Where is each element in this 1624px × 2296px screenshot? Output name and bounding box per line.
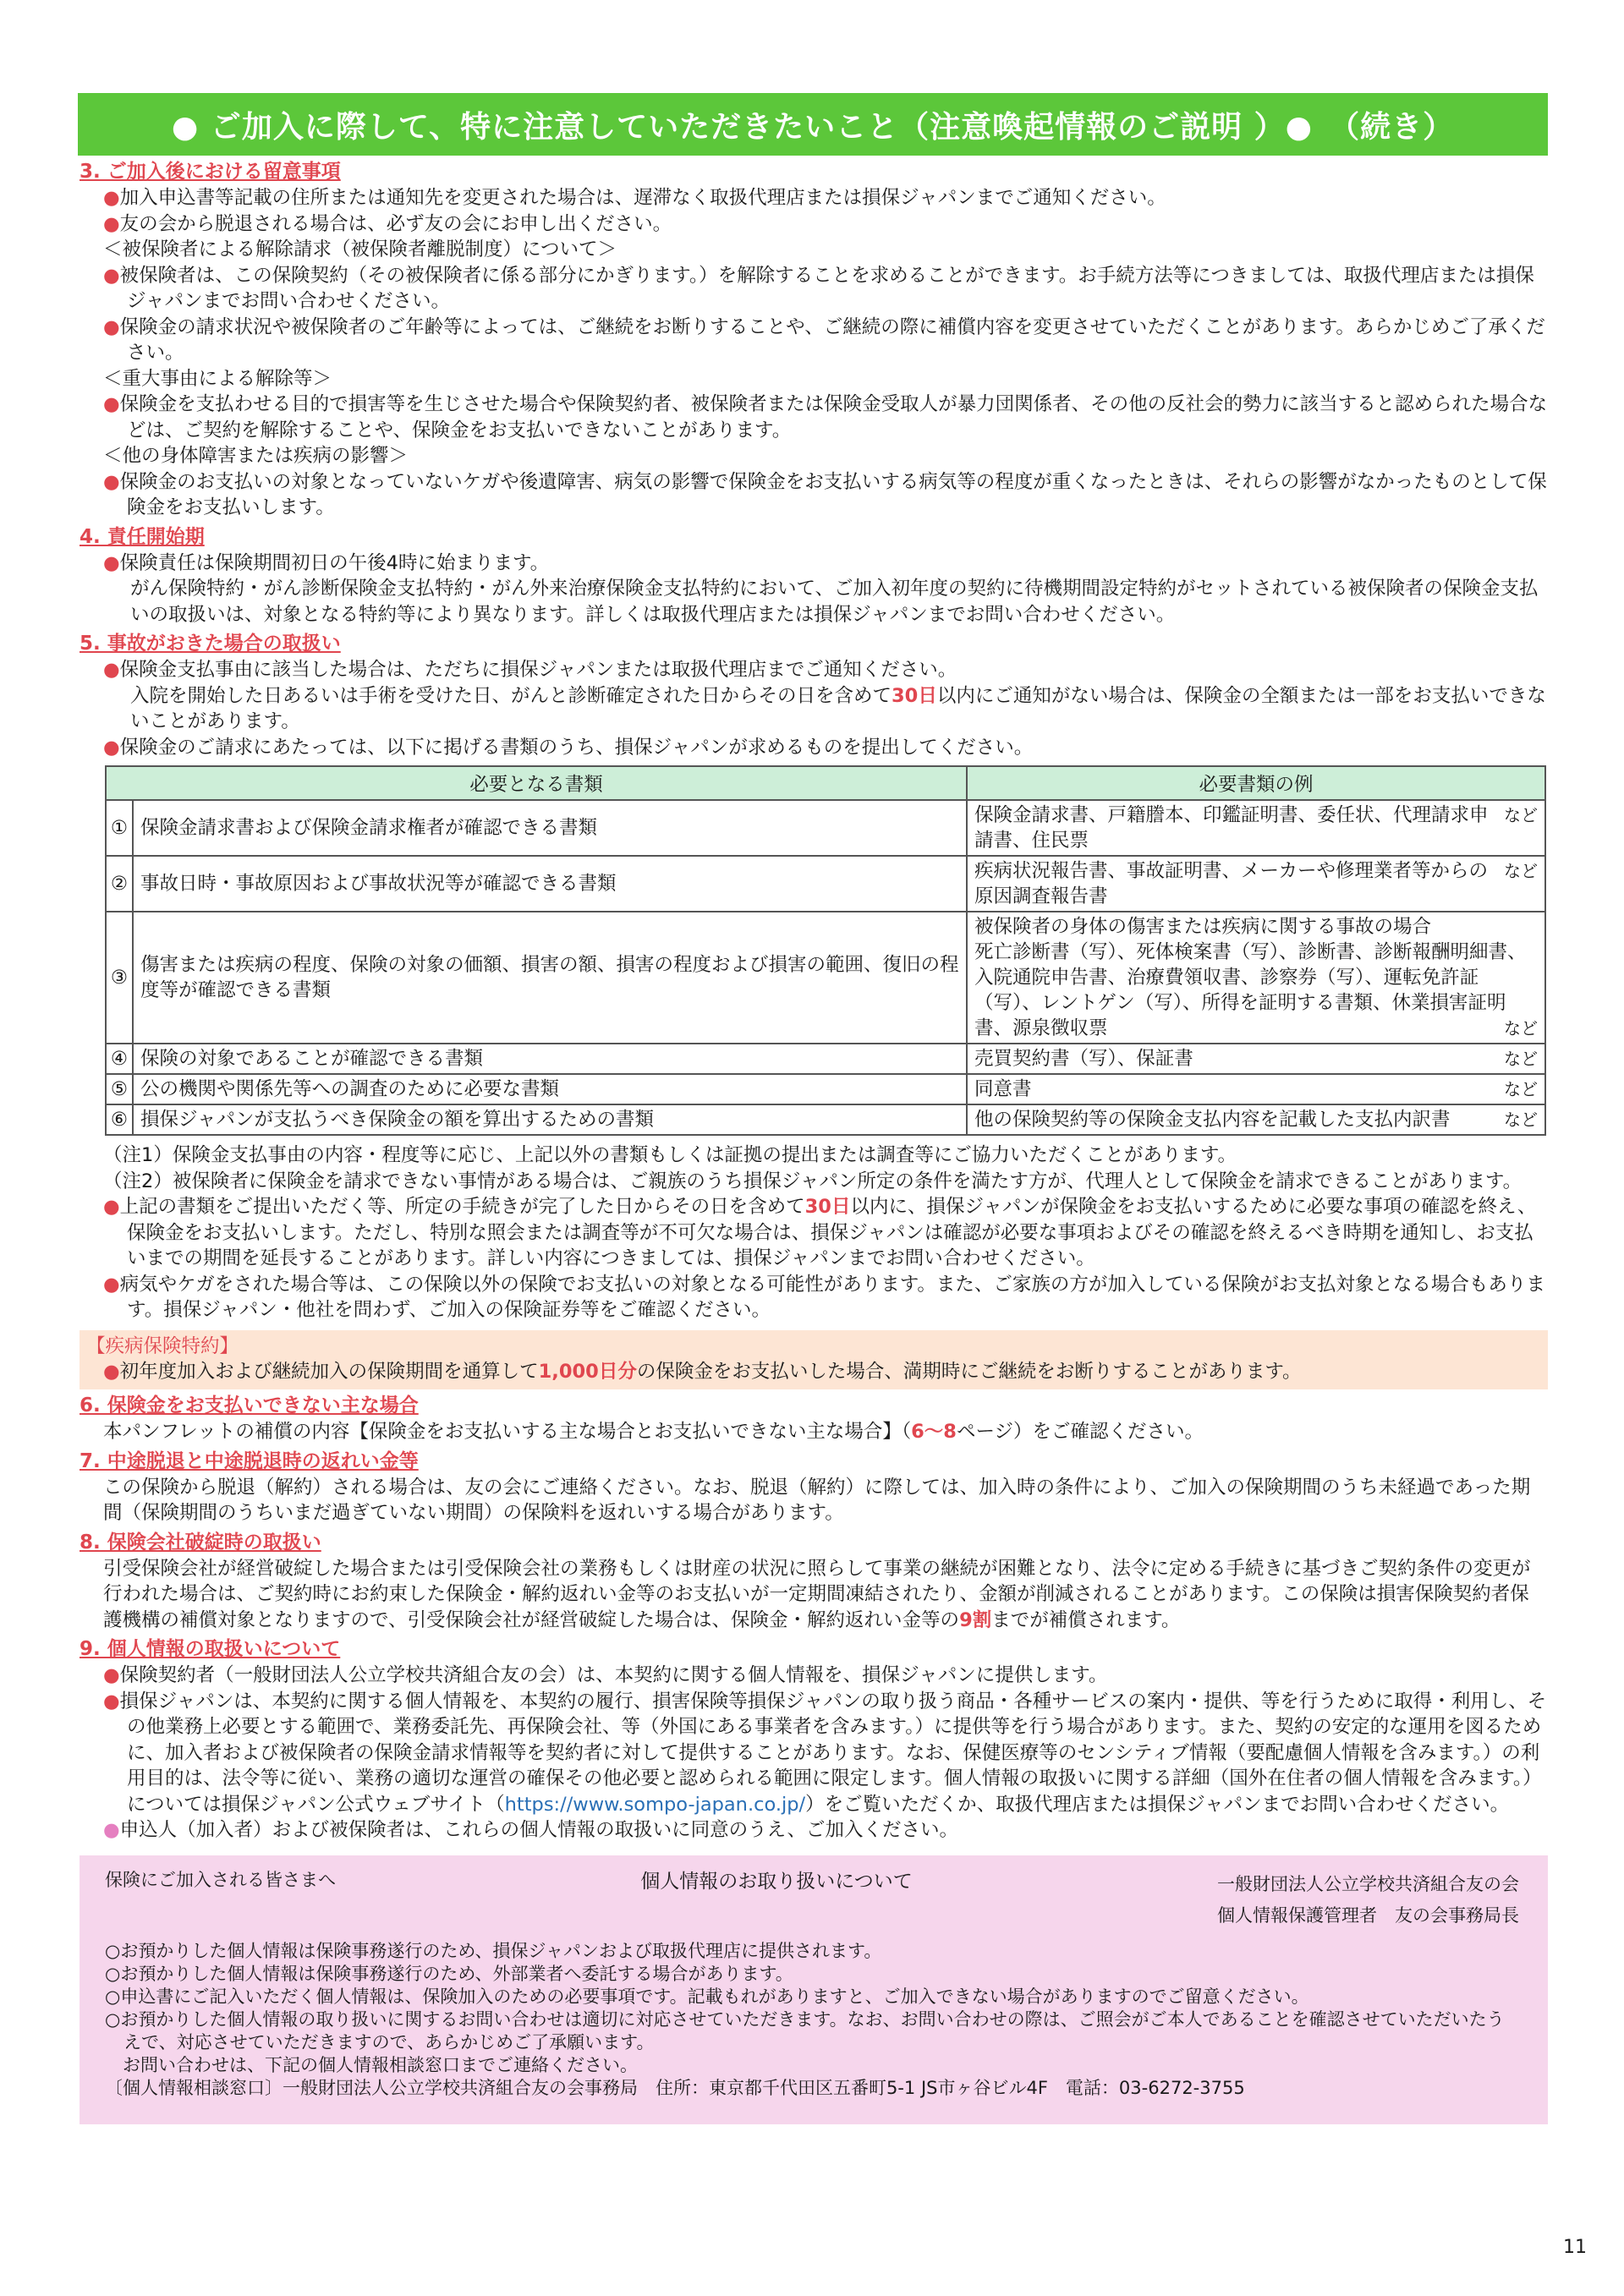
bullet-text: 保険責任は保険期間初日の午後4時に始まります。 — [119, 551, 550, 574]
nado: など — [1504, 861, 1538, 881]
paragraph — [80, 1556, 1548, 1634]
table-header: 必要となる書類 — [106, 766, 967, 800]
bullet-text: 加入申込書等記載の住所または通知先を変更された場合は、遅滞なく取扱代理店または損保ジャパンまでご通知ください。 — [119, 187, 1166, 209]
privacy-line: ○お預かりした個人情報は保険事務遂行のため、損保ジャパンおよび取扱代理店に提供されます。 — [105, 1940, 882, 1961]
highlight-days: 30日 — [804, 1196, 851, 1218]
disease-rider-text: ●初年度加入および継続加入の保険期間を通算して1,000日分の保険金をお支払いした場合、満期時にご継続をお断りすることがあります。 — [103, 1360, 1302, 1383]
paragraph: がん保険特約・がん診断保険金支払特約・がん外来治療保険金支払特約において、ご加入初年度の契約に待機期間設定特約がセットされている被保険者の保険金支払いの取扱いは、対象となる特約等により異なります。詳しくは取扱代理店または損保ジャパンまでお問い合わせください。 — [130, 578, 1539, 626]
example-cell — [967, 800, 1545, 856]
doc-cell: 保険の対象であることが確認できる書類 — [133, 1044, 967, 1074]
table-row — [106, 1104, 1545, 1135]
paragraph: この保険から脱退（解約）される場合は、友の会にご連絡ください。なお、脱退（解約）に際しては、加入時の条件により、ご加入の保険期間のうち未経過であった期間（保険期間のうちいまだ過ぎていない期間）の保険料を返れいする場合があります。 — [103, 1476, 1531, 1524]
bullet-text: 保険金を支払わせる目的で損害等を生じさせた場合や保険契約者、被保険者または保険金受取人が暴力団関係者、その他の反社会的勢力に該当すると認められた場合などは、ご契約を解除することや、保険金をお支払いできないことがあります。 — [119, 393, 1548, 441]
example-cell — [967, 856, 1545, 912]
section-8-heading: 8. 保険会社破綻時の取扱い — [80, 1531, 321, 1553]
text: 初年度加入および継続加入の保険期間を通算して — [119, 1360, 539, 1383]
bullet: ●保険金のお支払いの対象となっていないケガや後遺障害、病気の影響で保険金をお支払いする病気等の程度が重くなったときは、それらの影響がなかったものとして保険金をお支払いします。 — [103, 470, 1547, 518]
example-text: 他の保険契約等の保険金支払内容を記載した支払内訳書 — [974, 1109, 1451, 1131]
example-text: 売買契約書（写）、保証書 — [974, 1048, 1193, 1070]
highlight-days: 1,000日分 — [538, 1360, 637, 1383]
privacy-line: ○お預かりした個人情報は保険事務遂行のため、外部業者へ委託する場合があります。 — [105, 1963, 793, 1984]
bullet: ●友の会から脱退される場合は、必ず友の会にお申し出ください。 — [103, 212, 672, 235]
section-9-heading: 9. 個人情報の取扱いについて — [80, 1638, 341, 1660]
content — [78, 159, 1548, 2124]
bullet: ●損保ジャパンは、本契約に関する個人情報を、本契約の履行、損害保険等損保ジャパンの取り扱う商品・各種サービスの案内・提供、等を行うために取得・利用し、その他業務上必要とする範囲で、業務委託先、再保険会社、等（外国にある事業者を含みます。）に提供等を行う場合があります。また、契約の安定的な運用を図るために、加入者および被保険者の保険金請求情報等を契約者に対して提供することがあります。なお、保健医療等のセンシティブ情報（要配慮個人情報を含みます。）の利用目的は、法令等に従い、業務の適切な運営の確保その他必要と認められる範囲に限定します。個人情報の取扱いに関する詳細（国外在住者の個人情報を含みます。）については損保ジャパン公式ウェブサイト（https://www.sompo-japan.co.jp/）をご覧いただくか、取扱代理店または損保ジャパンまでお問い合わせください。 — [103, 1690, 1547, 1816]
nado: など — [1504, 1079, 1538, 1099]
nado: など — [1504, 805, 1538, 825]
section-7-heading: 7. 中途脱退と中途脱退時の返れい金等 — [80, 1449, 419, 1472]
bullet-text: 保険金のご請求にあたっては、以下に掲げる書類のうち、損保ジャパンが求めるものを提出してください。 — [119, 736, 1034, 759]
section-3-heading: 3. ご加入後における留意事項 — [80, 161, 341, 183]
subheading: ＜被保険者による解除請求（被保険者離脱制度）について＞ — [103, 238, 617, 260]
note-1: （注1）保険金支払事由の内容・程度等に応じ、上記以外の書類もしくは証拠の提出または調査等にご協力いただくことがあります。 — [103, 1144, 1237, 1166]
example-text: 疾病状況報告書、事故証明書、メーカーや修理業者等からの原因調査報告書 — [974, 860, 1489, 907]
highlight-pages: 6〜8 — [911, 1421, 957, 1443]
note-2: （注2）被保険者に保険金を請求できない事情がある場合は、ご親族のうち損保ジャパン所定の条件を満たす方が、代理人として保険金を請求できることがあります。 — [103, 1170, 1522, 1192]
page-number: 11 — [1563, 2237, 1587, 2258]
paragraph — [80, 683, 1548, 735]
privacy-box-left: 保険にご加入される皆さまへ — [105, 1869, 336, 1890]
org-name: 一般財団法人公立学校共済組合友の会 — [1216, 1873, 1519, 1894]
privacy-box-header — [105, 1869, 1519, 1932]
nado: など — [1504, 1049, 1538, 1069]
table-row — [106, 800, 1545, 856]
table-row — [106, 1074, 1545, 1104]
example-cell — [967, 1104, 1545, 1135]
bullet: ●被保険者は、この保険契約（その被保険者に係る部分にかぎります。）を解除することを求めることができます。お手続方法等につきましては、取扱代理店または損保ジャパンまでお問い合わせください。 — [103, 264, 1534, 312]
bullet-text: 病気やケガをされた場合等は、この保険以外の保険でお支払いの対象となる可能性があります。また、ご家族の方が加入している保険がお支払対象となる場合もあります。損保ジャパン・他社を問わず、ご加入の保険証券等をご確認ください。 — [119, 1273, 1545, 1321]
highlight-days: 30日 — [892, 684, 937, 707]
example-cell — [967, 912, 1545, 1044]
bullet-text: 保険契約者（一般財団法人公立学校共済組合友の会）は、本契約に関する個人情報を、損保ジャパンに提供します。 — [119, 1664, 1108, 1686]
table-header: 必要書類の例 — [967, 766, 1545, 800]
disease-rider-box — [80, 1330, 1548, 1390]
example-text: 死亡診断書（写）、死体検案書（写）、診断書、診断報酬明細書、入院通院申告書、治療費領収書、診察券（写）、運転免許証（写）、レントゲン（写）、所得を証明する書類、休業損害証明書、源泉徴収票 — [974, 941, 1527, 1039]
text: の保険金をお支払いした場合、満期時にご継続をお断りすることがあります。 — [636, 1360, 1302, 1383]
doc-cell: 保険金請求書および保険金請求権者が確認できる書類 — [133, 800, 967, 856]
subheading: ＜重大事由による解除等＞ — [103, 367, 332, 390]
bullet-text: 保険金の請求状況や被保険者のご年齢等によっては、ご継続をお断りすることや、ご継続の際に補償内容を変更させていただくことがあります。あらかじめご了承ください。 — [119, 315, 1545, 364]
sompo-website-link[interactable]: https://www.sompo-japan.co.jp/ — [504, 1793, 806, 1816]
bullet: ●保険金のご請求にあたっては、以下に掲げる書類のうち、損保ジャパンが求めるものを提出してください。 — [103, 736, 1034, 759]
example-cell — [967, 1044, 1545, 1074]
doc-cell: 損保ジャパンが支払うべき保険金の額を算出するための書類 — [133, 1104, 967, 1135]
disease-rider-title: 【疾病保険特約】 — [86, 1334, 239, 1357]
text: 以内に、損保ジャパンが保険金をお支払いするために必要な事項の確認を終え、保険金をお支払いします。ただし、特別な照会または調査等が不可欠な場合は、損保ジャパンは確認が必要な事項およびその確認を終えるべき時期を通知し、お支払いまでの期間を延長することがあります。詳しい内容につきましては、損保ジャパンまでお問い合わせください。 — [127, 1196, 1537, 1269]
privacy-line: お問い合わせは、下記の個人情報相談窓口までご連絡ください。 — [105, 2054, 638, 2075]
row-number: ② — [106, 856, 133, 912]
bullet-text: 保険金支払事由に該当した場合は、ただちに損保ジャパンまたは取扱代理店までご通知ください。 — [119, 659, 957, 681]
row-number: ④ — [106, 1044, 133, 1074]
bullet: ●上記の書類をご提出いただく等、所定の手続きが完了した日からその日を含めて30日以内に、損保ジャパンが保険金をお支払いするために必要な事項の確認を終え、保険金をお支払いします。ただし、特別な照会または調査等が不可欠な場合は、損保ジャパンは確認が必要な事項およびその確認を終えるべき時期を通知し、お支払いまでの期間を延長することがあります。詳しい内容につきましては、損保ジャパンまでお問い合わせください。 — [103, 1196, 1537, 1269]
example-text: 同意書 — [974, 1078, 1032, 1100]
bullet: ●病気やケガをされた場合等は、この保険以外の保険でお支払いの対象となる可能性があります。また、ご家族の方が加入している保険がお支払対象となる場合もあります。損保ジャパン・他社を問わず、ご加入の保険証券等をご確認ください。 — [103, 1273, 1545, 1321]
row-number: ⑥ — [106, 1104, 133, 1135]
bullet-text: 被保険者は、この保険契約（その被保険者に係る部分にかぎります。）を解除することを求めることができます。お手続方法等につきましては、取扱代理店または損保ジャパンまでお問い合わせください。 — [119, 264, 1534, 312]
bullet-text: 保険金のお支払いの対象となっていないケガや後遺障害、病気の影響で保険金をお支払いする病気等の程度が重くなったときは、それらの影響がなかったものとして保険金をお支払いします。 — [119, 470, 1547, 518]
page-banner — [78, 93, 1548, 156]
row-number: ⑤ — [106, 1074, 133, 1104]
privacy-line: ○申込書にご記入いただく個人情報は、保険加入のための必要事項です。記載もれがありますと、ご加入できない場合がありますのでご留意ください。 — [105, 1986, 1309, 2007]
table-row — [106, 856, 1545, 912]
bullet: ●申込人（加入者）および被保険者は、これらの個人情報の取扱いに同意のうえ、ご加入ください。 — [103, 1819, 958, 1841]
paragraph — [80, 1419, 1548, 1445]
example-text: 保険金請求書、戸籍謄本、印鑑証明書、委任状、代理請求申請書、住民票 — [974, 804, 1489, 852]
bullet: ●保険責任は保険期間初日の午後4時に始まります。 — [103, 551, 550, 574]
bullet: ●保険金の請求状況や被保険者のご年齢等によっては、ご継続をお断りすることや、ご継続の際に補償内容を変更させていただくことがあります。あらかじめご了承ください。 — [103, 315, 1545, 364]
section-6-heading: 6. 保険金をお支払いできない主な場合 — [80, 1395, 419, 1417]
bullet: ●保険契約者（一般財団法人公立学校共済組合友の会）は、本契約に関する個人情報を、損保ジャパンに提供します。 — [103, 1664, 1108, 1686]
text: 入院を開始した日あるいは手術を受けた日、がんと診断確定された日からその日を含めて — [130, 684, 892, 707]
nado: など — [1504, 1018, 1538, 1038]
highlight-percent: 9割 — [959, 1608, 992, 1631]
text: までが補償されます。 — [991, 1608, 1181, 1631]
bullet: ●加入申込書等記載の住所または通知先を変更された場合は、遅滞なく取扱代理店または損保ジャパンまでご通知ください。 — [103, 187, 1166, 209]
doc-cell: 事故日時・事故原因および事故状況等が確認できる書類 — [133, 856, 967, 912]
nado: など — [1504, 1110, 1538, 1130]
banner-title: ● ご加入に際して、特に注意していただきたいこと（注意喚起情報のご説明 ）● （続き） — [171, 109, 1455, 145]
example-cell — [967, 1074, 1545, 1104]
text: 以内にご通知がない場合は、保険金の全額または一部をお支払いできないことがあります。 — [130, 684, 1546, 732]
table-row — [106, 912, 1545, 1044]
row-number: ③ — [106, 912, 133, 1044]
privacy-line: ○お預かりした個人情報の取り扱いに関するお問い合わせは適切に対応させていただきます。なお、お問い合わせの際は、ご照会がご本人であることを確認させていただいたうえで、対応させていただきますので、あらかじめご了承願います。 — [105, 2008, 1505, 2052]
text: 引受保険会社が経営破綻した場合または引受保険会社の業務もしくは財産の状況に照らして事業の継続が困難となり、法令に定める手続きに基づきご契約条件の変更が行われた場合は、ご契約時にお約束した保険金・解約返れい金等のお支払いが一定期間凍結されたり、金額が削減されることがあります。この保険は損害保険契約者保護機構の補償対象となりますので、引受保険会社が経営破綻した場合は、保険金・解約返れい金等の — [103, 1557, 1531, 1631]
bullet: ●保険金を支払わせる目的で損害等を生じさせた場合や保険契約者、被保険者または保険金受取人が暴力団関係者、その他の反社会的勢力に該当すると認められた場合などは、ご契約を解除することや、保険金をお支払いできないことがあります。 — [103, 393, 1548, 441]
subheading: ＜他の身体障害または疾病の影響＞ — [103, 445, 409, 467]
text: ページ）をご確認ください。 — [956, 1421, 1204, 1443]
documents-table — [105, 765, 1546, 1136]
privacy-box — [80, 1855, 1548, 2124]
doc-cell: 傷害または疾病の程度、保険の対象の価額、損害の額、損害の程度および損害の範囲、復旧の程度等が確認できる書類 — [133, 912, 967, 1044]
row-number: ① — [106, 800, 133, 856]
text: 上記の書類をご提出いただく等、所定の手続きが完了した日からその日を含めて — [119, 1196, 805, 1218]
privacy-box-right — [1217, 1869, 1519, 1932]
privacy-box-title: 個人情報のお取り扱いについて — [640, 1870, 913, 1893]
text: 本パンフレットの補償の内容【保険金をお支払いする主な場合とお支払いできない主な場合】（ — [103, 1421, 912, 1443]
table-row — [106, 1044, 1545, 1074]
text: 損保ジャパンは、本契約に関する個人情報を、本契約の履行、損害保険等損保ジャパンの取り扱う商品・各種サービスの案内・提供、等を行うために取得・利用し、その他業務上必要とする範囲で、業務委託先、再保険会社、等（外国にある事業者を含みます。）に提供等を行う場合があります。また、契約の安定的な運用を図るために、加入者および被保険者の保険金請求情報等を契約者に対して提供することがあります。なお、保健医療等のセンシティブ情報（要配慮個人情報を含みます。）の利用目的は、法令等に従い、業務の適切な運営の確保その他必要と認められる範囲に限定します。個人情報の取扱いに関する詳細（国外在住者の個人情報を含みます。）については損保ジャパン公式ウェブサイト（ — [119, 1690, 1547, 1816]
section-4-heading: 4. 責任開始期 — [80, 525, 205, 548]
table-header-row — [106, 766, 1545, 800]
bullet-text: 友の会から脱退される場合は、必ず友の会にお申し出ください。 — [119, 212, 672, 235]
bullet-text: 申込人（加入者）および被保険者は、これらの個人情報の取扱いに同意のうえ、ご加入ください。 — [119, 1819, 958, 1841]
privacy-contact: 〔個人情報相談窓口〕一般財団法人公立学校共済組合友の会事務局 住所：東京都千代田区五番町5-1 JS市ヶ谷ビル4F 電話：03-6272-3755 — [105, 2077, 1245, 2098]
bullet: ●保険金支払事由に該当した場合は、ただちに損保ジャパンまたは取扱代理店までご通知ください。 — [103, 659, 957, 681]
section-5-heading: 5. 事故がおきた場合の取扱い — [80, 633, 341, 655]
example-head: 被保険者の身体の傷害または疾病に関する事故の場合 — [974, 916, 1432, 938]
page — [78, 93, 1548, 2124]
text: ）をご覧いただくか、取扱代理店または損保ジャパンまでお問い合わせください。 — [805, 1793, 1510, 1816]
doc-cell: 公の機関や関係先等への調査のために必要な書類 — [133, 1074, 967, 1104]
manager-name: 個人情報保護管理者 友の会事務局長 — [1216, 1904, 1519, 1926]
